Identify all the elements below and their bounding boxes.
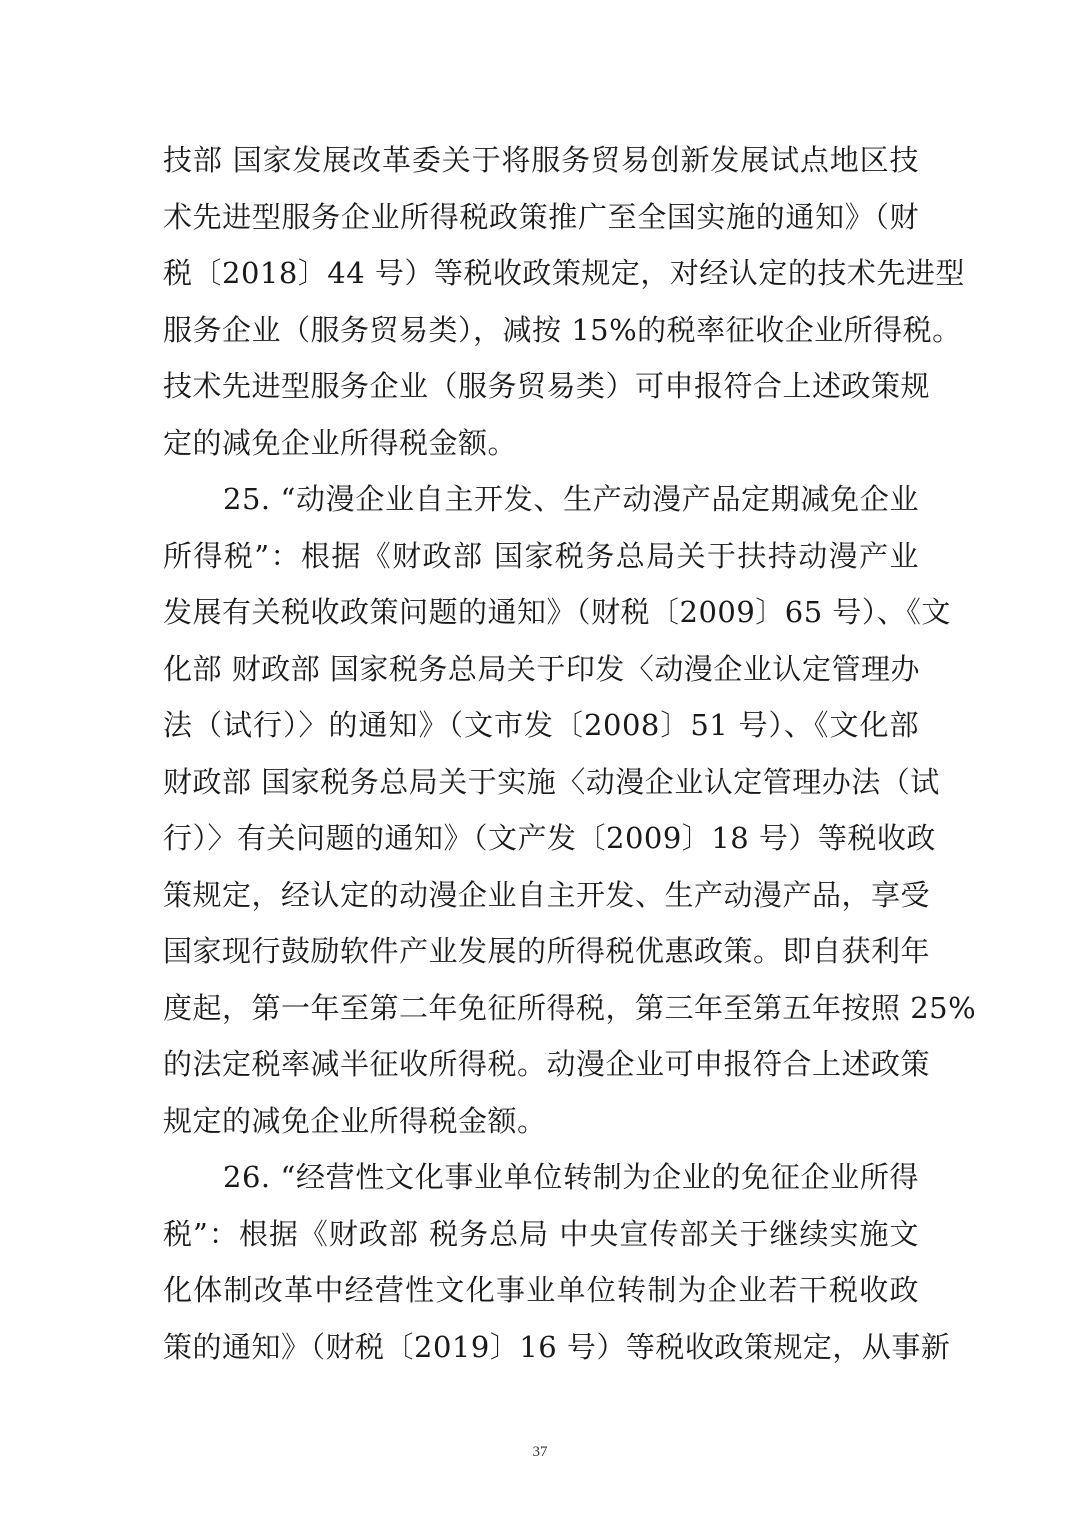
page-number: 37 <box>532 1444 548 1460</box>
text-line: 25. “动漫企业自主开发、生产动漫产品定期减免企业 <box>223 482 919 516</box>
text-line: 化部 财政部 国家税务总局关于印发〈动漫企业认定管理办 <box>163 651 920 686</box>
text-line: 化体制改革中经营性文化事业单位转制为企业若干税收政 <box>163 1273 919 1307</box>
text-line: 规定的减免企业所得税金额。 <box>163 1103 547 1138</box>
text-line: 的法定税率减半征收所得税。动漫企业可申报符合上述政策 <box>163 1047 931 1081</box>
text-line: 度起，第一年至第二年免征所得税，第三年至第五年按照 25% <box>163 990 977 1025</box>
body-text <box>163 132 977 1375</box>
text-line: 行）〉有关问题的通知》（文产发〔2009〕18 号）等税收政 <box>163 821 936 855</box>
text-line: 26. “经营性文化事业单位转制为企业的免征企业所得 <box>223 1160 919 1194</box>
text-line: 技部 国家发展改革委关于将服务贸易创新发展试点地区技 <box>163 143 919 177</box>
text-line: 术先进型服务企业所得税政策推广至全国实施的通知》（财 <box>163 199 919 234</box>
text-line: 策规定，经认定的动漫企业自主开发、生产动漫产品，享受 <box>163 877 931 912</box>
text-line: 服务企业（服务贸易类），减按 15%的税率征收企业所得税。 <box>163 312 962 347</box>
text-line: 税”：根据《财政部 税务总局 中央宣传部关于继续实施文 <box>163 1216 919 1251</box>
text-line: 财政部 国家税务总局关于实施〈动漫企业认定管理办法（试 <box>163 764 940 799</box>
text-line: 定的减免企业所得税金额。 <box>163 425 518 460</box>
text-line: 所得税”：根据《财政部 国家税务总局关于扶持动漫产业 <box>163 538 919 573</box>
text-line: 税〔2018〕44 号）等税收政策规定，对经认定的技术先进型 <box>163 256 965 290</box>
text-line: 法（试行）〉的通知》（文市发〔2008〕51 号）、《文化部 <box>163 708 919 742</box>
text-line: 国家现行鼓励软件产业发展的所得税优惠政策。即自获利年 <box>163 934 931 968</box>
text-line: 策的通知》（财税〔2019〕16 号）等税收政策规定，从事新 <box>163 1329 951 1364</box>
text-line: 技术先进型服务企业（服务贸易类）可申报符合上述政策规 <box>163 369 931 403</box>
text-line: 发展有关税收政策问题的通知》（财税〔2009〕65 号）、《文 <box>163 595 951 629</box>
